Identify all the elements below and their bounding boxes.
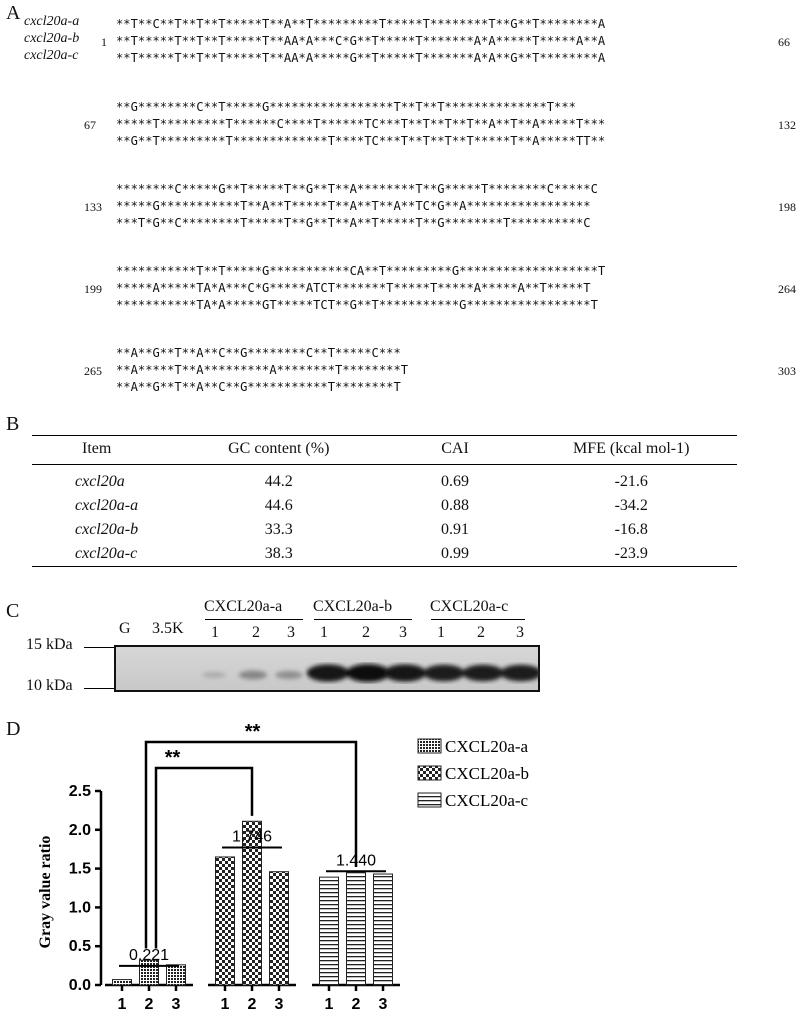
group-mean-label: 1.440 bbox=[335, 852, 377, 870]
sequence-row: *****T*********T******C****T******TC***T**T**T**T**A**T**A*****T*** bbox=[116, 117, 606, 131]
bar bbox=[243, 821, 262, 985]
position-start: 1 bbox=[101, 35, 107, 49]
col-header-gc: GC content (%) bbox=[173, 440, 385, 465]
bar bbox=[113, 980, 132, 985]
position-start: 67 bbox=[84, 118, 96, 132]
lane-number: 2 bbox=[252, 624, 260, 641]
cai-cell: 0.99 bbox=[441, 545, 469, 562]
panel-d-label: D bbox=[6, 718, 21, 740]
lane-number: 2 bbox=[477, 624, 485, 641]
lane-number: 3 bbox=[287, 624, 295, 641]
lane-group-bracket bbox=[431, 619, 525, 620]
bar bbox=[140, 960, 159, 985]
lane-group-label: CXCL20a-c bbox=[430, 598, 509, 615]
marker-10kda: 10 kDa bbox=[26, 677, 73, 694]
western-band bbox=[423, 665, 465, 682]
lane-number: 1 bbox=[320, 624, 328, 641]
gray-value-bar-chart bbox=[0, 720, 803, 1019]
panel-c-label: C bbox=[6, 600, 20, 622]
lane-number: 1 bbox=[211, 624, 219, 641]
item-cell: cxcl20a-c bbox=[75, 545, 138, 562]
western-band bbox=[500, 665, 540, 682]
cai-cell: 0.91 bbox=[441, 521, 469, 538]
western-band bbox=[307, 664, 350, 681]
significance-marker: ** bbox=[244, 721, 261, 743]
sequence-row: **A**G**T**A**C**G***********T********T bbox=[116, 380, 401, 394]
gc-cell: 33.3 bbox=[264, 521, 293, 538]
x-tick-label: 1 bbox=[324, 996, 334, 1013]
y-tick-label: 0.0 bbox=[68, 977, 91, 994]
lane-number: 2 bbox=[362, 624, 370, 641]
gc-cell: 44.6 bbox=[264, 497, 293, 514]
sequence-row: **G********C**T*****G*****************T**T**T**************T*** bbox=[116, 100, 576, 114]
western-band bbox=[239, 671, 267, 680]
table-row bbox=[32, 465, 737, 495]
table-header-row bbox=[32, 440, 737, 465]
sequence-row: ***********TA*A*****GT*****TCT**G**T***********G*****************T bbox=[116, 298, 598, 312]
sequence-row: ***********T**T*****G***********CA**T*********G*******************T bbox=[116, 264, 606, 278]
sequence-row: **A*****T**A*********A********T********T bbox=[116, 363, 409, 377]
item-cell: cxcl20a bbox=[75, 473, 125, 490]
table-bottom-rule bbox=[32, 566, 737, 567]
bar bbox=[347, 871, 366, 985]
col-header-mfe: MFE (kcal mol-1) bbox=[526, 440, 738, 465]
x-tick-label: 2 bbox=[247, 996, 257, 1013]
sequence-row: *****G***********T**A**T*****T**A**T**A**TC*G**A***************** bbox=[116, 199, 591, 213]
western-band bbox=[202, 672, 226, 678]
table-top-rule bbox=[32, 435, 737, 436]
marker-10kda-tick bbox=[84, 688, 114, 689]
group-mean-label: 1.746 bbox=[231, 828, 273, 846]
x-tick-label: 2 bbox=[144, 996, 154, 1013]
item-cell: cxcl20a-b bbox=[75, 521, 139, 538]
gc-cell: 44.2 bbox=[264, 473, 293, 490]
y-tick-label: 1.5 bbox=[68, 860, 91, 878]
position-end: 264 bbox=[778, 282, 796, 296]
lane-number: 1 bbox=[437, 624, 445, 641]
position-start: 265 bbox=[84, 364, 102, 378]
sequence-row: **T*****T**T**T*****T**AA*A*****G**T*****T*******A*A**G**T********A bbox=[116, 51, 606, 65]
bar bbox=[374, 874, 393, 985]
position-start: 133 bbox=[84, 200, 102, 214]
sequence-row: *****A*****TA*A***C*G*****ATCT*******T*****T*****A*****A**T*****T bbox=[116, 281, 591, 295]
significance-marker: ** bbox=[164, 747, 181, 769]
panel-a-label: A bbox=[6, 2, 21, 24]
legend-swatch bbox=[418, 766, 441, 780]
col-header-cai: CAI bbox=[385, 440, 526, 465]
position-end: 198 bbox=[778, 200, 796, 214]
sequence-name: cxcl20a-b bbox=[24, 31, 80, 46]
western-band bbox=[275, 671, 302, 679]
lane-number: 3 bbox=[399, 624, 407, 641]
bar bbox=[270, 872, 289, 985]
x-tick-label: 3 bbox=[171, 996, 181, 1013]
gc-cell: 38.3 bbox=[264, 545, 293, 562]
lane-group-bracket bbox=[314, 619, 412, 620]
western-band bbox=[346, 664, 390, 682]
legend-swatch bbox=[418, 793, 441, 807]
lane-g-label: G bbox=[119, 620, 131, 637]
mfe-cell: -21.6 bbox=[614, 473, 648, 490]
marker-15kda-tick bbox=[84, 647, 114, 648]
x-tick-label: 1 bbox=[220, 996, 230, 1013]
lane-35k-label: 3.5K bbox=[152, 620, 184, 637]
western-blot-image bbox=[114, 645, 540, 692]
mfe-cell: -34.2 bbox=[614, 497, 648, 514]
sequence-metrics-table bbox=[32, 440, 737, 566]
col-header-item: Item bbox=[32, 440, 173, 465]
legend-label: CXCL20a-c bbox=[445, 791, 529, 810]
sequence-row: ********C*****G**T*****T**G**T**A********T**G*****T********C*****C bbox=[116, 182, 598, 196]
table-row bbox=[32, 542, 737, 566]
item-cell: cxcl20a-a bbox=[75, 497, 139, 514]
y-tick-label: 1.0 bbox=[68, 899, 91, 917]
western-band bbox=[384, 664, 427, 681]
panel-b-label: B bbox=[6, 413, 20, 435]
bar bbox=[167, 965, 186, 985]
position-end: 66 bbox=[778, 35, 790, 49]
cai-cell: 0.88 bbox=[441, 497, 469, 514]
legend-label: CXCL20a-a bbox=[445, 737, 529, 756]
mfe-cell: -16.8 bbox=[614, 521, 648, 538]
sequence-row: **T*****T**T**T*****T**AA*A***C*G**T*****T*******A*A*****T*****A**A bbox=[116, 34, 606, 48]
sequence-row: **G**T*********T*************T****TC***T**T**T**T*****T**A*****TT** bbox=[116, 134, 606, 148]
sequence-name: cxcl20a-a bbox=[24, 14, 80, 29]
x-tick-label: 1 bbox=[117, 996, 127, 1013]
table-row bbox=[32, 518, 737, 542]
marker-15kda: 15 kDa bbox=[26, 636, 73, 653]
legend-label: CXCL20a-b bbox=[445, 764, 530, 783]
lane-group-label: CXCL20a-a bbox=[204, 598, 283, 615]
y-tick-label: 2.0 bbox=[68, 821, 91, 839]
sequence-row: ***T*G**C********T*****T**G**T**A**T*****T**G********T**********C bbox=[116, 216, 591, 230]
lane-group-bracket bbox=[205, 619, 303, 620]
table-row bbox=[32, 494, 737, 518]
x-tick-label: 3 bbox=[274, 996, 284, 1013]
position-start: 199 bbox=[84, 282, 102, 296]
legend-swatch bbox=[418, 739, 441, 753]
x-tick-label: 3 bbox=[378, 996, 388, 1013]
position-end: 303 bbox=[778, 364, 796, 378]
position-end: 132 bbox=[778, 118, 796, 132]
bar bbox=[216, 857, 235, 985]
sequence-row: **T**C**T**T**T*****T**A**T*********T*****T********T**G**T********A bbox=[116, 17, 606, 31]
x-tick-label: 2 bbox=[351, 996, 361, 1013]
western-band bbox=[462, 665, 504, 682]
significance-bracket bbox=[156, 768, 252, 949]
y-tick-label: 2.5 bbox=[68, 783, 91, 800]
cai-cell: 0.69 bbox=[441, 473, 469, 490]
y-axis-label: Gray value ratio bbox=[37, 835, 54, 949]
bar bbox=[320, 877, 339, 985]
mfe-cell: -23.9 bbox=[614, 545, 648, 562]
lane-group-label: CXCL20a-b bbox=[313, 598, 393, 615]
sequence-name: cxcl20a-c bbox=[24, 48, 79, 63]
sequence-row: **A**G**T**A**C**G********C**T*****C*** bbox=[116, 346, 401, 360]
group-mean-label: 0.221 bbox=[128, 946, 170, 964]
lane-number: 3 bbox=[516, 624, 524, 641]
y-tick-label: 0.5 bbox=[68, 938, 91, 956]
